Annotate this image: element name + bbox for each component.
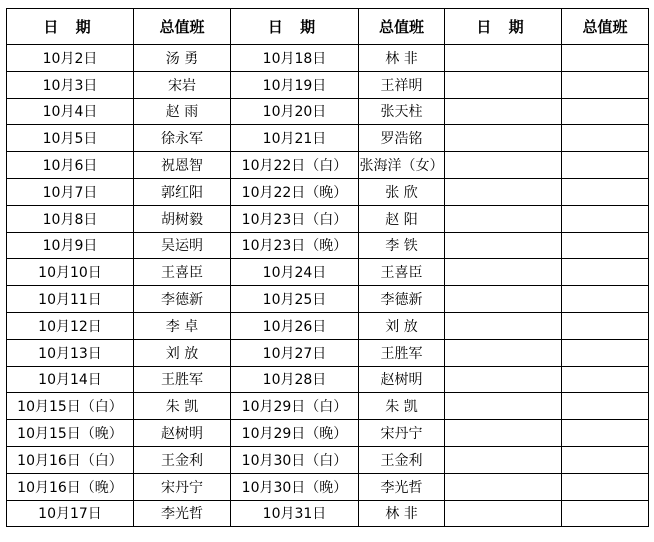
date-cell: 10月17日: [7, 500, 134, 527]
roster-body: [7, 45, 649, 527]
date-cell: 10月23日（晚）: [231, 232, 359, 259]
date-cell: [445, 232, 562, 259]
table-row: [7, 500, 649, 527]
duty-name-cell: 王喜臣: [359, 259, 445, 286]
duty-name-cell: 赵 雨: [134, 98, 231, 125]
table-row: [7, 45, 649, 72]
duty-name-cell: 吴运明: [134, 232, 231, 259]
date-cell: 10月15日（白）: [7, 393, 134, 420]
duty-name-cell: 王祥明: [359, 71, 445, 98]
table-row: [7, 152, 649, 179]
duty-name-cell: [562, 312, 649, 339]
table-row: [7, 178, 649, 205]
duty-name-cell: 朱 凯: [359, 393, 445, 420]
duty-name-cell: [562, 473, 649, 500]
duty-name-cell: 郭红阳: [134, 178, 231, 205]
duty-name-cell: 朱 凯: [134, 393, 231, 420]
date-cell: 10月10日: [7, 259, 134, 286]
duty-name-cell: 王胜军: [134, 366, 231, 393]
date-cell: 10月16日（白）: [7, 446, 134, 473]
date-cell: 10月18日: [231, 45, 359, 72]
duty-name-cell: 王金利: [134, 446, 231, 473]
date-cell: 10月14日: [7, 366, 134, 393]
duty-name-cell: 宋岩: [134, 71, 231, 98]
duty-name-cell: 李 卓: [134, 312, 231, 339]
table-row: [7, 339, 649, 366]
date-cell: 10月19日: [231, 71, 359, 98]
date-cell: 10月23日（白）: [231, 205, 359, 232]
duty-name-cell: 李 铁: [359, 232, 445, 259]
date-cell: 10月21日: [231, 125, 359, 152]
date-cell: 10月22日（白）: [231, 152, 359, 179]
date-cell: [445, 125, 562, 152]
date-cell: [445, 312, 562, 339]
duty-name-cell: [562, 98, 649, 125]
duty-name-cell: [562, 259, 649, 286]
date-cell: [445, 500, 562, 527]
duty-name-cell: 胡树毅: [134, 205, 231, 232]
duty-name-cell: 李光哲: [134, 500, 231, 527]
date-cell: [445, 152, 562, 179]
date-cell: [445, 98, 562, 125]
duty-name-cell: 林 非: [359, 45, 445, 72]
duty-name-cell: 赵 阳: [359, 205, 445, 232]
duty-name-cell: 刘 放: [134, 339, 231, 366]
duty-name-cell: [562, 71, 649, 98]
table-row: [7, 420, 649, 447]
duty-name-cell: 李德新: [359, 286, 445, 313]
duty-name-cell: [562, 286, 649, 313]
date-cell: 10月22日（晚）: [231, 178, 359, 205]
duty-name-cell: [562, 420, 649, 447]
date-cell: 10月9日: [7, 232, 134, 259]
duty-name-cell: 林 非: [359, 500, 445, 527]
table-row: [7, 446, 649, 473]
table-row: [7, 286, 649, 313]
duty-name-cell: [562, 178, 649, 205]
duty-name-cell: [562, 446, 649, 473]
date-cell: 10月3日: [7, 71, 134, 98]
duty-name-cell: 刘 放: [359, 312, 445, 339]
date-cell: [445, 420, 562, 447]
duty-roster-table: [6, 8, 649, 527]
date-cell: 10月29日（晚）: [231, 420, 359, 447]
table-row: [7, 259, 649, 286]
date-cell: [445, 473, 562, 500]
date-cell: 10月27日: [231, 339, 359, 366]
date-cell: 10月25日: [231, 286, 359, 313]
date-cell: 10月30日（晚）: [231, 473, 359, 500]
duty-name-cell: [562, 393, 649, 420]
date-cell: 10月31日: [231, 500, 359, 527]
date-cell: [445, 366, 562, 393]
date-cell: [445, 178, 562, 205]
date-cell: 10月26日: [231, 312, 359, 339]
duty-name-cell: 张 欣: [359, 178, 445, 205]
duty-name-cell: 李光哲: [359, 473, 445, 500]
date-cell: 10月4日: [7, 98, 134, 125]
date-cell: [445, 259, 562, 286]
duty-name-cell: 王金利: [359, 446, 445, 473]
table-row: [7, 205, 649, 232]
date-cell: 10月29日（白）: [231, 393, 359, 420]
duty-name-cell: [562, 232, 649, 259]
date-cell: 10月2日: [7, 45, 134, 72]
table-row: [7, 393, 649, 420]
duty-name-cell: [562, 45, 649, 72]
duty-name-cell: 赵树明: [359, 366, 445, 393]
date-cell: 10月20日: [231, 98, 359, 125]
header-date-3: 日 期: [445, 9, 562, 45]
duty-name-cell: 赵树明: [134, 420, 231, 447]
table-row: [7, 232, 649, 259]
table-row: [7, 98, 649, 125]
duty-name-cell: 张天柱: [359, 98, 445, 125]
duty-name-cell: 王胜军: [359, 339, 445, 366]
duty-name-cell: 宋丹宁: [134, 473, 231, 500]
header-duty-3: 总值班: [562, 9, 649, 45]
date-cell: 10月28日: [231, 366, 359, 393]
date-cell: [445, 45, 562, 72]
duty-name-cell: 王喜臣: [134, 259, 231, 286]
duty-name-cell: 李德新: [134, 286, 231, 313]
duty-name-cell: [562, 500, 649, 527]
date-cell: [445, 71, 562, 98]
table-row: [7, 125, 649, 152]
date-cell: 10月12日: [7, 312, 134, 339]
duty-name-cell: [562, 205, 649, 232]
duty-name-cell: [562, 366, 649, 393]
header-duty-1: 总值班: [134, 9, 231, 45]
duty-name-cell: [562, 339, 649, 366]
date-cell: [445, 339, 562, 366]
date-cell: 10月16日（晚）: [7, 473, 134, 500]
date-cell: 10月13日: [7, 339, 134, 366]
duty-name-cell: 徐永军: [134, 125, 231, 152]
duty-name-cell: 祝恩智: [134, 152, 231, 179]
table-row: [7, 71, 649, 98]
duty-name-cell: [562, 152, 649, 179]
duty-name-cell: 汤 勇: [134, 45, 231, 72]
date-cell: 10月7日: [7, 178, 134, 205]
duty-name-cell: 张海洋（女）: [359, 152, 445, 179]
duty-name-cell: 罗浩铭: [359, 125, 445, 152]
table-row: [7, 366, 649, 393]
date-cell: [445, 446, 562, 473]
date-cell: 10月24日: [231, 259, 359, 286]
date-cell: 10月15日（晚）: [7, 420, 134, 447]
date-cell: 10月5日: [7, 125, 134, 152]
header-duty-2: 总值班: [359, 9, 445, 45]
header-date-2: 日 期: [231, 9, 359, 45]
date-cell: 10月8日: [7, 205, 134, 232]
header-row: [7, 9, 649, 45]
table-row: [7, 312, 649, 339]
date-cell: 10月11日: [7, 286, 134, 313]
date-cell: 10月30日（白）: [231, 446, 359, 473]
header-date-1: 日 期: [7, 9, 134, 45]
date-cell: 10月6日: [7, 152, 134, 179]
date-cell: [445, 286, 562, 313]
date-cell: [445, 205, 562, 232]
duty-name-cell: [562, 125, 649, 152]
duty-name-cell: 宋丹宁: [359, 420, 445, 447]
table-row: [7, 473, 649, 500]
date-cell: [445, 393, 562, 420]
